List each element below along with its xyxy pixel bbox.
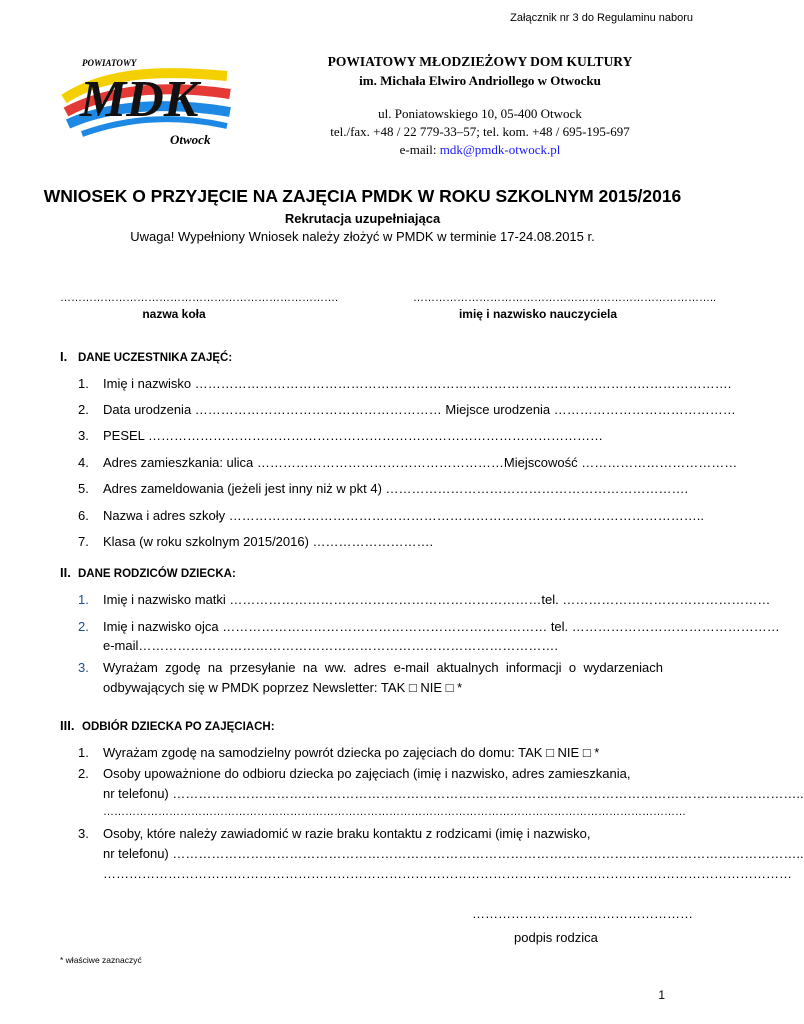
class-name-label: nazwa koła <box>142 307 206 321</box>
section-3-heading: III. ODBIÓR DZIECKA PO ZAJĘCIACH: <box>60 718 275 733</box>
org-address: ul. Poniatowskiego 10, 05-400 Otwock <box>378 106 582 121</box>
form-notice: Uwaga! Wypełniony Wniosek należy złożyć w PMDK w terminie 17-24.08.2015 r. <box>130 229 595 244</box>
form-title: WNIOSEK O PRZYJĘCIE NA ZAJĘCIA PMDK W ROKU SZKOLNYM 2015/2016 <box>43 186 682 206</box>
notify-persons-label: Osoby, które należy zawiadomić w razie braku kontaktu z rodzicami (imię i nazwisko, <box>103 826 591 841</box>
logo-main-text: MDK <box>80 71 199 128</box>
authorized-persons-field-2[interactable]: …………………………………………………………………………………………………………………………………………… <box>103 806 686 818</box>
attachment-note: Załącznik nr 3 do Regulaminu naboru <box>510 12 693 24</box>
field-pesel[interactable]: PESEL …………………………………………………………………………………………… <box>103 428 604 443</box>
signature-label: podpis rodzica <box>514 930 598 945</box>
signature-field[interactable]: …………………………………………… <box>472 906 693 921</box>
form-subtitle: Rekrutacja uzupełniająca <box>284 211 441 226</box>
org-email-line: e-mail: mdk@pmdk-otwock.pl <box>399 142 561 157</box>
mdk-logo <box>62 54 232 149</box>
page-number: 1 <box>658 988 665 1002</box>
self-return-consent[interactable]: Wyrażam zgodę na samodzielny powrót dziecka po zajęciach do domu: TAK □ NIE □ * <box>103 745 600 760</box>
footnote: * właściwe zaznaczyć <box>60 955 142 965</box>
field-full-name[interactable]: Imię i nazwisko ……………………………………………………………………………………………………………. <box>103 376 732 391</box>
field-registered-address[interactable]: Adres zameldowania (jeżeli jest inny niż w pkt 4) ……………………………………………………………. <box>103 481 689 496</box>
teacher-name-field[interactable]: ……………………………………………………………………….. <box>413 292 717 304</box>
field-class[interactable]: Klasa (w roku szkolnym 2015/2016) ………………………. <box>103 534 434 549</box>
section-2-heading: II. DANE RODZICÓW DZIECKA: <box>60 565 236 580</box>
field-mother[interactable]: Imię i nazwisko matki ………………………………………………………………tel. ………………………………………… <box>103 592 771 607</box>
logo-top-text: POWIATOWY <box>82 58 137 68</box>
field-email[interactable]: e-mail……………………………………………………………………………………. <box>103 638 559 653</box>
field-school[interactable]: Nazwa i adres szkoły ……………………………………………………………………………………………….. <box>103 508 704 523</box>
newsletter-consent-choice[interactable]: odbywających się w PMDK poprzez Newsletter: TAK □ NIE □ * <box>103 680 463 695</box>
org-name: POWIATOWY MŁODZIEŻOWY DOM KULTURY <box>327 54 633 69</box>
field-birth-date-place[interactable]: Data urodzenia ………………………………………………… Miejsce urodzenia …………………………………… <box>103 402 736 417</box>
field-residence-address[interactable]: Adres zamieszkania: ulica …………………………………………………Miejscowość ……………………………… <box>103 455 738 470</box>
teacher-name-label: imię i nazwisko nauczyciela <box>458 307 618 321</box>
class-name-field[interactable]: …………………………………………………………………. <box>60 292 339 304</box>
field-father[interactable]: Imię i nazwisko ojca ………………………………………………………………… tel. ………………………………………… <box>103 619 780 634</box>
org-phones: tel./fax. +48 / 22 779-33–57; tel. kom. +48 / 695-195-697 <box>330 124 630 139</box>
authorized-persons-label: Osoby upoważnione do odbioru dziecka po zajęciach (imię i nazwisko, adres zamieszkania, <box>103 766 631 781</box>
authorized-persons-field[interactable]: nr telefonu) ……………………………………………………………………………………………………………………………….. <box>103 786 804 801</box>
notify-persons-field-2[interactable]: …………………………………………………………………………………………………………………………………………… <box>103 866 792 881</box>
logo-bottom-text: Otwock <box>170 132 211 147</box>
newsletter-consent-text: Wyrażam zgodę na przesyłanie na ww. adres e-mail aktualnych informacji o wydarzeniach <box>103 660 663 675</box>
section-1-heading: I. DANE UCZESTNIKA ZAJĘĆ: <box>60 349 233 364</box>
email-link[interactable]: mdk@pmdk-otwock.pl <box>439 142 561 157</box>
org-subtitle: im. Michała Elwiro Andriollego w Otwocku <box>359 73 601 88</box>
notify-persons-field[interactable]: nr telefonu) ……………………………………………………………………………………………………………………………….. <box>103 846 804 861</box>
